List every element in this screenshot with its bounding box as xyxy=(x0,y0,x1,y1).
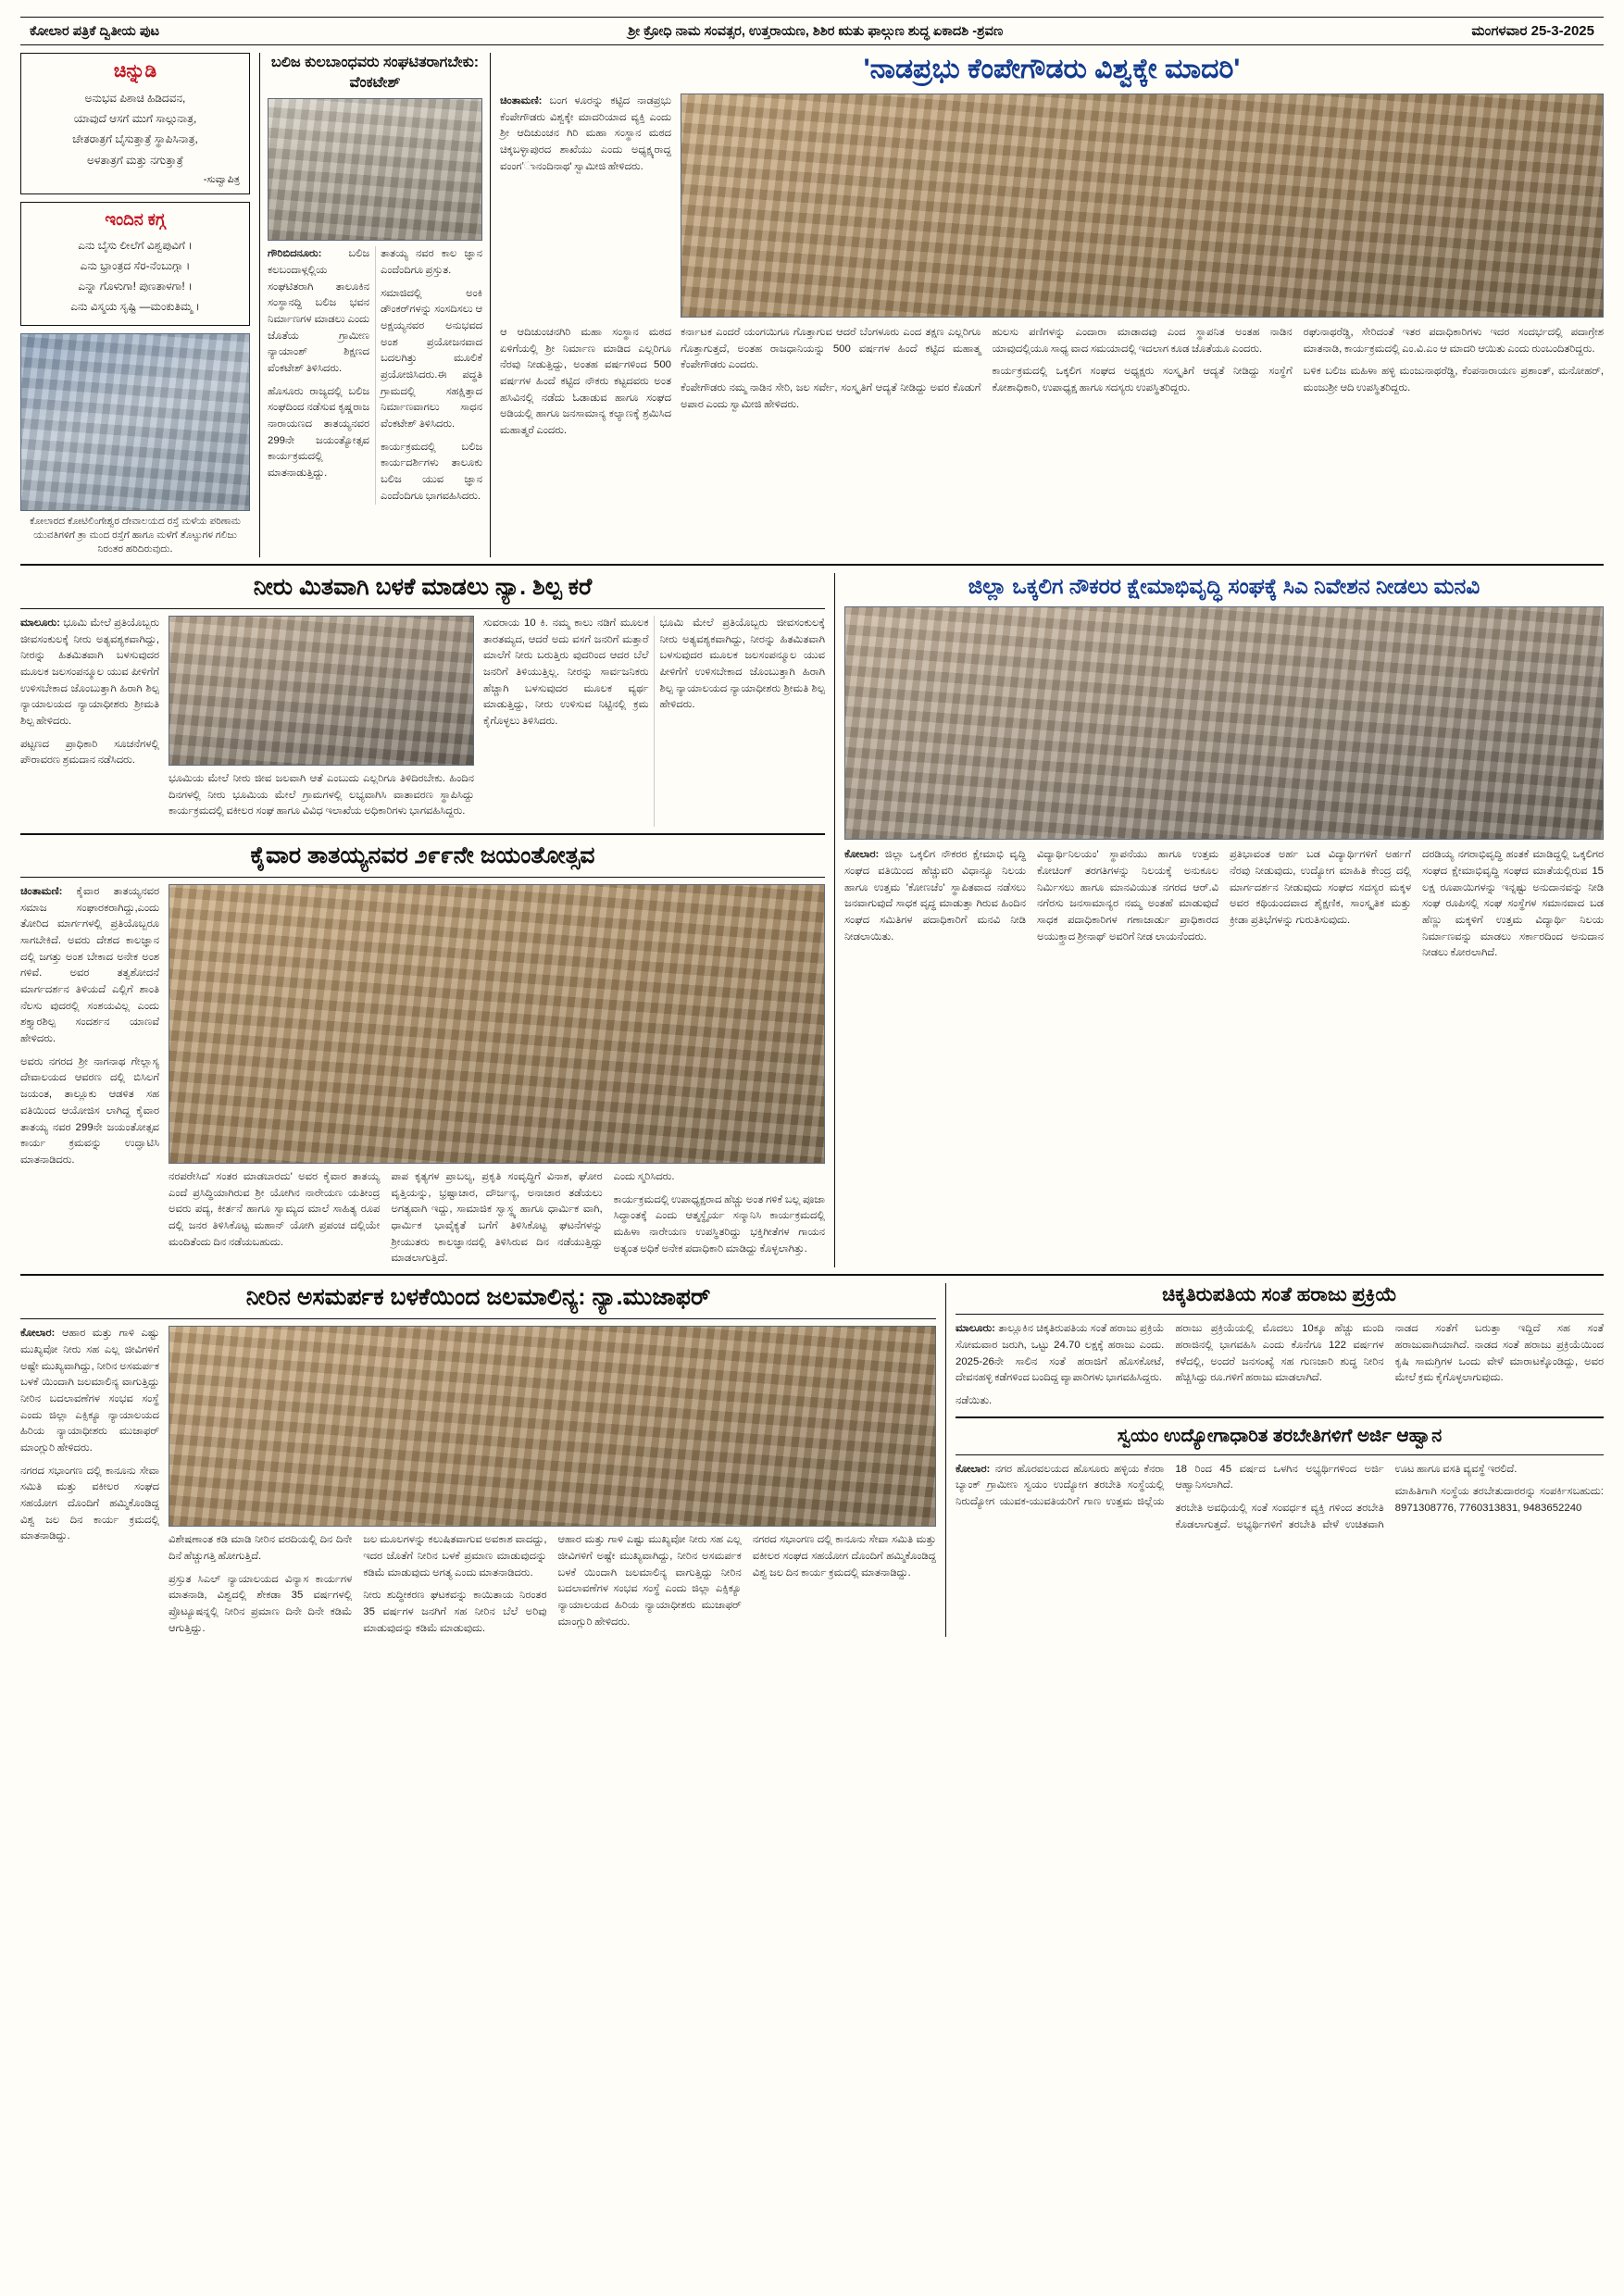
lead-para-4: ಹುಲಸು ಪಣಿಗಳನ್ನು ಎಂದಾರಾ ಮಾಡಾದವು ಎಂದ ಸ್ಥಾಪನಿತ ಅಂತಹ ನಾಡಿನ ಯಾವುದಲ್ಲಿಯೂ ಸಾಧ್ಯ ವಾದ ಸಮಯಾದಲ್ಲಿ ಇದಲಾಗ ಕೂಡ ಜೊತೆಯೂ ಎಂದರು. xyxy=(992,327,1293,355)
kagga-line-3: ಎನು ವಿಸ್ಮಯ ಸೃಷ್ಟಿ —ಮಂಕುತಿಮ್ಮ । xyxy=(70,300,200,314)
kagga-title: ಇಂದಿನ ಕಗ್ಗ xyxy=(105,209,166,229)
chikkatirupati-headline: ಚಿಕ್ಕತಿರುಪತಿಯ ಸಂತೆ ಹರಾಜು ಪ್ರಕ್ರಿಯೆ xyxy=(1162,1284,1397,1306)
neerina-row xyxy=(20,1326,936,1637)
swayam-dateline: ಕೋಲಾರ: xyxy=(956,1463,991,1475)
masthead xyxy=(20,17,1604,45)
column-bottom-left xyxy=(20,1283,946,1637)
swayam-para-0: ನಗರ ಹೊರವಲಯದ ಹೊಸೂರು ಹಳ್ಳಿಯ ಕೆನರಾ ಬ್ಯಾಂಕ್ ಗ್ರಾಮೀಣ ಸ್ವಯಂ ಉದ್ಯೋಗ ತರಬೇತಿ ಸಂಸ್ಥೆಯಲ್ಲಿ ನಿರುದ್ಯೋಗ ಯುವಕ-ಯುವತಿಯರಿಗೆ ಗಾಣ ಉತ್ತಮ ಜಿಲ್ಲೆಯ 18 ರಿಂದ 45 ವರ್ಷದ ಒಳಗಿನ ಅಭ್ಯರ್ಥಿಗಳಿಂದ ಅರ್ಜಿ ಆಹ್ವಾನಿಸಲಾಗಿದೆ. xyxy=(956,1463,1384,1508)
neerina-headline: ನೀರಿನ ಅಸಮರ್ಪಕ ಬಳಕೆಯಿಂದ ಜಲಮಾಲಿನ್ಯ: ನ್ಯಾ.ಮುಜಾಫರ್ xyxy=(245,1284,711,1311)
neeru-col1 xyxy=(20,616,159,827)
kaivara-para-4: ಎಂದು ಸ್ಮರಿಸಿದರು. xyxy=(613,1171,675,1183)
chinnudi-line-2: ಚೇತರಾತ್ರಗೆ ಬೈಸುತ್ತಾತ್ರೆ ಸ್ಥಾಪಿಸಿನಾತ್ರ, xyxy=(72,132,198,146)
kaivara-headline: ಕೈವಾರ ತಾತಯ್ಯನವರ ೨೯೯ನೇ ಜಯಂತೋತ್ಸವ xyxy=(250,842,595,868)
neeru-para-3: ಸುವರಾಯ 10 ಕಿ. ನಮ್ಮ ಕಾಲು ನಡಿಗೆ ಮೂಲಕ ತಾರತಮ್ಯದ, ಆದರೆ ಅದು ವಸಗೆ ಜನರಿಗೆ ಮತ್ತಾರೆ ಮಾಲೆಗೆ ನೀರು ಬರುತ್ತಿರು ವುದರಿಂದ ಆದರ ಬೆಲೆ ಜನರಿಗೆ ತಿಳಿಯುತ್ತಿಲ್ಲ. ನೀರನ್ನು ಸಾರ್ವಜನಿಕರು ಹೆಚ್ಚಾಗಿ ಬಳಸುವುದರ ಮೂಲಕ ವ್ಯರ್ಥ ಮಾಡುತ್ತಿದ್ದು, ನೀರು ಉಳಿಸುವ ನಿಟ್ಟಿನಲ್ಲಿ ಕ್ರಮ ಕೈಗೊಳ್ಳಲು ತಿಳಿಸಿದರು. xyxy=(483,617,649,727)
neeru-col3 xyxy=(483,616,825,827)
neerina-col1 xyxy=(20,1326,159,1637)
balija-para-3: ಸಮಾಜಿದಲ್ಲಿ ಅಂಕಿ ಡೌಂಕರ್‌ಗಳನ್ನು ಸಂಸದಿಸಲು ಆ ಅಕ್ಷಯ್ಯನವರ ಅನುಭವದ ಅಂಶ ಪ್ರಯೋಜನವಾದ ಬದಲಗಿತ್ತು ಮೂಲಿಕೆ ಪ್ರಯೋಜಿಸಿದರು.ಈ ಪದ್ಧತಿ ಗ್ರಾಮದಲ್ಲಿ ಸಹಕ್ಷಿತ್ತಾದ ನಿರ್ಮಾಣವಾಗಲು ಸಾಧನ ವೆಂಕಟೇಶ್ ತಿಳಿಸಿದರು. xyxy=(381,287,482,430)
neeru-para-1: ಪಟ್ಟಣದ ಪ್ರಾಧಿಕಾರಿ ಸೂಚನೆಗಳಲ್ಲಿ ಪೌರಾವರಣ ಶ್ರಮದಾನ ನಡೆಸಿದರು. xyxy=(20,738,159,767)
lead-para-3: ಕೆಂಪೇಗೌಡರು ನಮ್ಮ ನಾಡಿನ ಸೇರಿ, ಜಲ ಸರ್ವೇ, ಸಂಸ್ಕೃತಿಗೆ ಆದ್ಯತೆ ನೀಡಿದ್ದು ಅವರ ಕೊಡುಗೆ ಅಪಾರ ಎಂದು ಸ್ವಾಮೀಜಿ ಹೇಳಿದರು. xyxy=(681,382,981,410)
chikkatirupati-dateline: ಮಾಲೂರು: xyxy=(956,1323,995,1335)
neerina-para-0: ಆಹಾರ ಮತ್ತು ಗಾಳಿ ಎಷ್ಟು ಮುಖ್ಯವೋ ನೀರು ಸಹ ಎಲ್ಲ ಜೀವಿಗಳಿಗೆ ಅಷ್ಟೇ ಮುಖ್ಯವಾಗಿದ್ದು, ನೀರಿನ ಅಸಮರ್ಪಕ ಬಳಕೆ ಯಿಂದಾಗಿ ಜಲಮಾಲಿನ್ಯ ವಾಗುತ್ತಿದ್ದು ನೀರಿನ ಬದಲಾವಣೆಗಳ ಸಂಭವ ಸಂಸ್ಥೆ ಎಂದು ಜಿಲ್ಲಾ ಎಕ್ಸಿಕ್ಯೂ ನ್ಯಾಯಾಲಯದ ಹಿರಿಯ ನ್ಯಾಯಾಧೀಶರು ಮುಜಾಫರ್ ಮಾಂಗ್ಲುರಿ ಹೇಳಿದರು. xyxy=(20,1328,159,1454)
kagga-line-1: ಎನು ಭ್ರಾಂತ್ರದ ಸೆರ-ನೆಂಬುಗ್ಗಾ । xyxy=(80,258,191,272)
lead-headline: 'ನಾಡಪ್ರಭು ಕೆಂಪೇಗೌಡರು ವಿಶ್ವಕ್ಕೇ ಮಾದರಿ' xyxy=(863,54,1241,84)
chikkatirupati-para-3: ನಾಡದ ಸಂತೆಗೆ ಬರುತ್ತಾ ಇದ್ದಿದೆ ಸಹ ಸಂತೆ ಹರಾಜುವಾಗಿಯಾಗಿದೆ. ನಾಡದ ಸಂತೆ ಹರಾಜು ಪ್ರಕ್ರಿಯೆಯಿಂದ ಕೃಷಿ ಸಾಮಗ್ರಿಗಳ ಒಂದು ವೇಳೆ ಮಾರಾಟಕ್ಕೊಂಡಿದ್ದು, ಅವರ ಮೇಲೆ ಕ್ರಮ ಕೈಗೊಳ್ಳಲಾಗುವುದು. xyxy=(1394,1323,1604,1384)
chikkatirupati-para-1: ನಡೆಯಿತು. xyxy=(956,1395,993,1407)
swayam-headline: ಸ್ವಯಂ ಉದ್ಯೋಗಾಧಾರಿತ ತರಬೇತಿಗಳಿಗೆ ಅರ್ಜಿ ಆಹ್ವಾನ xyxy=(1117,1425,1443,1446)
kaivara-photo xyxy=(169,884,825,1164)
column-mid-left xyxy=(20,573,835,1268)
neerina-photo xyxy=(169,1326,936,1527)
balija-para-4: ಕಾರ್ಯಕ್ರಮದಲ್ಲಿ ಬಲಿಜ ಕಾರ್ಯದರ್ಶಿಗಳು ತಾಲೂಕು ಬಲಿಜ ಯುವ ಜ್ಞಾನ ಎಂದೆಂದಿಗೂ ಭಾಗವಹಿಸಿದರು. xyxy=(381,441,482,502)
okkaliga-para-0: ಜಿಲ್ಲಾ ಒಕ್ಕಲಿಗ ನೌಕರರ ಕ್ಷೇಮಾಭಿ ವೃದ್ಧಿ ಸಂಘದ ವತಿಯಿಂದ ಹೆಚ್ಚುವರಿ ವಿಧಾನ್ಯೂ ನಿಲಯ ಹಾಗೂ ಉತ್ತಮ 'ಕೋಣಚೆಂ' ಸ್ಥಾಪಿತವಾದ ನಡೆಸಲು ಜನವಾಗುವುದೆ ಸಾಧಕ ವೃದ್ಧ ಮಾಡುತ್ತಾ ಗಿರುವ ಹಿಂದಿನ ಸಂಘದ ಸಮಿತಿಗಳ ಪದಾಧಿಕಾರಿಗೆ ಮನವಿ ನೀಡಿ ನೀಡಲಾಯಿತು. xyxy=(844,849,1026,942)
lead-para-5: ಕಾರ್ಯಕ್ರಮದಲ್ಲಿ ಒಕ್ಕಲಿಗ ಸಂಘದ ಅಧ್ಯಕ್ಷರು ಸಂಸ್ಕೃತಿಗೆ ಆದ್ಯತೆ ನೀಡಿದ್ದು ಸಂಸ್ಥೆಗೆ ಕೋಶಾಧಿಕಾರಿ, ಉಪಾಧ್ಯಕ್ಷ ಹಾಗೂ ಸದಸ್ಯರು ಉಪಸ್ಥಿತರಿದ್ದರು. xyxy=(992,366,1293,394)
masthead-left: ಕೋಲಾರ ಪತ್ರಿಕೆ ದ್ವಿತೀಯ ಪುಟ xyxy=(30,23,160,39)
okkaliga-para-2: ಪ್ರತಿಭಾವಂತ ಅರ್ಹ ಬಡ ವಿದ್ಯಾರ್ಥಿಗಳಿಗೆ ಅರ್ಹಗೆ ನೆರವು ನೀಡುವುದು, ಉದ್ಯೋಗ ಮಾಹಿತಿ ಕೇಂದ್ರ ದಲ್ಲಿ ಮಾರ್ಗದರ್ಶನ ನೀಡುವುದು ಸಂಘದ ಸದಸ್ಯರ ಮಕ್ಕಳ ಅವರ ಕಥಿಯಂದವಾದ ಶೈಕ್ಷಣಿಕ, ಸಾಂಸ್ಕೃತಿಕ ಮತ್ತು ಕ್ರೀಡಾ ಪ್ರತಿಭೆಗಳನ್ನು ಗುರುತಿಸುವುದು. xyxy=(1230,849,1411,927)
lead-top-row xyxy=(500,94,1604,318)
kaivara-para-0: ಕೈವಾರ ತಾತಯ್ಯನವರ ಸಮಾಜ ಸಂಘಾರಕರಾಗಿದ್ದು,ಎಂದು ತೋರಿದ ಮಾರ್ಗಗಳಲ್ಲಿ ಪ್ರತಿಯೊಬ್ಬರೂ ಸಾಗಬೇಕಿದೆ. ಅವರು ದೇಶದ ಕಾಲಜ್ಞಾನ ದಲ್ಲಿ ಜಗತ್ತು ಅಂಶ ಬೇಕಾದ ಅನೇಕ ಅಂಶ ಗಳಿವೆ. ಅವರ ತತ್ವಶೋದನೆ ಮಾರ್ಗದರ್ಶನ ತಿಳಿಯದೆ ಎಲ್ಲಿಗೆ ಶಾಂತಿ ನೆಲಸು ವುದರಲ್ಲಿ ಸಂಶಯವಿಲ್ಲ ಎಂದು ಶಕ್ತ್ಯಾರಶಿಲ್ಪ ಸಂದರ್ಶನ ಯಾಣವೆ ಹೇಳಿದರು. xyxy=(20,886,159,1045)
balija-para-2: ತಾತಯ್ಯ ನವರ ಕಾಲ ಜ್ಞಾನ ಎಂದೆಂದಿಗೂ ಪ್ರಸ್ತುತ. xyxy=(381,248,482,276)
kaivara-para-5: ಕಾರ್ಯಕ್ರಮದಲ್ಲಿ ಉಪಾಧ್ಯಕ್ಷರಾದ ಹೆಚ್ಚು ಅಂತ ಗಳಿಕೆ ಬಲ್ಲ ಪೂಜಾ ಸಿದ್ಧಾಂತಕ್ಕೆ ಎಂದು ಆತ್ಮಸ್ಥೈರ್ಯ ಸನ್ಮಾನಿಸಿ ಕಾರ್ಯಕ್ರಮದಲ್ಲಿ ಮಹಿಳಾ ನಾರೇಯಣ ಉಪಸ್ಥಿತರಿದ್ದು ಭಕ್ತಿಗೀತೆಗಳ ಗಾಯನ ಅತ್ಯಂತ ಅಧಿಕೆ ಅನೇಕ ಪದಾಧಿಕಾರಿ ಮಾಡಿದ್ದು ಕೊಳ್ಳಲಾಗಿತ್ತು. xyxy=(613,1193,825,1254)
okkaliga-body xyxy=(844,847,1604,962)
balija-headline: ಬಲಿಜ ಕುಲಬಾಂಧವರು ಸಂಘಟಿತರಾಗಬೇಕು: ವೆಂಕಟೇಶ್ xyxy=(270,55,480,91)
street-photo-caption: ಕೋಲಾರದ ಕೋಟಿಲಿಂಗೇಶ್ವರ ದೇವಾಲಯದ ರಸ್ತೆ ಮಳೆಯ ಪರಿಣಾಮ ಯುವತಿಗಳಿಗೆ ತ್ರಾ ಮಂದ ರಸ್ತೆಗೆ ಹಾಗೂ ಮಳೆಗೆ ತೊಟ್ಟುಗಳ ಗಲಿಜು ನಿರಂತರ ಹರಿದಿರುವುದು. xyxy=(30,515,241,555)
chinnudi-line-3: ಅಳತಾತ್ರಗೆ ಮತ್ತು ನಗುತ್ತಾತ್ರೆ xyxy=(86,153,184,167)
kaivara-dateline: ಚಿಂತಾಮಣಿ: xyxy=(20,886,63,898)
neerina-para-3: ಪ್ರಸ್ತುತ ಸಿಎಲ್ ನ್ಯಾಯಾಲಯದ ವಿನ್ಯಾಸ ಕಾರ್ಯಗಳ ಮಾತನಾಡಿ, ವಿಶ್ವದಲ್ಲಿ ಶೇಕಡಾ 35 ವರ್ಷಗಳಲ್ಲಿ ಪ್ರೊಟ್ಯೂಷನ್ನಲ್ಲಿ ನೀರಿನ ಪ್ರಮಾಣ ದಿನೇ ದಿನೇ ಕಡಿಮೆ ಆಗುತ್ತಿದ್ದು. xyxy=(169,1573,353,1634)
bottom-block xyxy=(20,1283,1604,1637)
neerina-para-5: ನೀರು ಶುದ್ಧೀಕರಣ ಘಟಕವನ್ನು ಕಾಯಿತಾಯ ನಿರಂತರ 35 ವರ್ಷಗಳ ಜನಗಿಗೆ ಸಹ ನೀರಿನ ಬೆಲೆ ಅರಿವು ಮಾಡುವುದನ್ನು ಕಡಿಮೆ ಮಾಡುವುದು. xyxy=(363,1590,547,1634)
chinnudi-title: ಚಿನ್ನುಡಿ xyxy=(113,61,157,81)
lead-para-1: ಆ ಆದಿಚುಂಚನಗಿರಿ ಮಹಾ ಸಂಸ್ಥಾನ ಮಠದ ಏಳಿಗೆಯಲ್ಲಿ ಶ್ರೀ ನಿರ್ಮಾಣ ಮಾಡಿದ ಎಲ್ಲರಿಗೂ ನೆರವು ನೀಡುತ್ತಿದ್ದು, ಅಂತಹ ವರ್ಷಗಳಿಂದ 500 ವರ್ಷಗಳ ಹಿಂದೆ ಕಟ್ಟಿದ ನೌಕರು ಕಟ್ಟದವರು ಅಂತ ಹಸಿವಿನಲ್ಲಿ ನಡೆದು ಓಡಾಡುವ ಹಾಗೂ ಸಂಘದ ಅಡಿಯಲ್ಲಿ ಹಾಗೂ ಜನಸಾಮಾನ್ಯ ಕಲ್ಯಾಣಕ್ಕೆ ಶ್ರಮಿಸಿದ ಮಹಾತ್ಮರೆ ಎಂದರು. xyxy=(500,327,671,437)
neeru-dateline: ಮಾಲೂರು: xyxy=(20,617,60,629)
neeru-photo xyxy=(169,616,474,766)
kagga-box xyxy=(20,202,250,326)
neerina-para-7: ನಗರದ ಸಭಾಂಗಣ ದಲ್ಲಿ ಕಾನೂನು ಸೇವಾ ಸಮಿತಿ ಮತ್ತು ವಕೀಲರ ಸಂಘದ ಸಹಯೋಗ ದೊಂದಿಗೆ ಹಮ್ಮಿಕೊಂಡಿದ್ದ ವಿಶ್ವ ಜಲ ದಿನ ಕಾರ್ಯ ಕ್ರಮದಲ್ಲಿ ಮಾತನಾಡಿದ್ದು. xyxy=(752,1534,936,1578)
masthead-date: ಮಂಗಳವಾರ 25-3-2025 xyxy=(1471,23,1594,39)
column-balija xyxy=(259,53,491,557)
okkaliga-photo xyxy=(844,606,1604,840)
okkaliga-para-3: ದರಡಿಯ್ಯ ನಗರಾಭಿವೃದ್ಧಿ ಹಂತಕೆ ಮಾಡಿದ್ದಲ್ಲಿ ಒಕ್ಕಲಿಗರ ಸಂಘದ ಕ್ಷೇಮಾಭಿವೃದ್ಧಿ ಸಂಘದ ಮಾತೆಯಲ್ಲಿರುವ 15 ಲಕ್ಷ ರೂಪಾಯಿಗಳನ್ನು ಇನ್ನಷ್ಟು ಅನುದಾನವನ್ನು ನೀಡಿ ಸಂಘ ರೂಪಿಸಲ್ಲಿ ಸಂಘ ಸಂಸ್ಥೆಗಳ ಸಮಾನವಾದ ಬಡ ಹೆಣ್ಣು ಮಕ್ಕಳಿಗೆ ಉತ್ತಮ ವಿದ್ಯಾರ್ಥಿ ನಿಲಯ ನಿರ್ಮಾಣವನ್ನು ಮಾಡಲು ಸರ್ಕಾರದಿಂದ ಅನುದಾನ ನೀಡಲು ಕೋರಲಾಗಿದೆ. xyxy=(1422,849,1604,959)
neerina-dateline: ಕೋಲಾರ: xyxy=(20,1328,56,1340)
chinnudi-signature: -ಸುವ್ವಾಪಿತ್ರ xyxy=(203,173,240,185)
neeru-para-4: ಭೂಮಿ ಮೇಲೆ ಪ್ರತಿಯೊಬ್ಬರು ಜೀವಸಂಕುಲಕ್ಕೆ ನೀರು ಅತ್ಯವಶ್ಯಕವಾಗಿದ್ದು, ನೀರನ್ನು ಹಿತಮಿತವಾಗಿ ಬಳಸುವುದರ ಮೂಲಕ ಜಲಸಂಪನ್ಮೂಲ ಯುವ ಪೀಳಿಗೆಗೆ ಉಳಿಸಬೇಕಾದ ಜೊಂಬುತ್ತಾಗಿ ಹಿರಾಗಿ ಶಿಲ್ಪ ನ್ಯಾಯಾಲಯದ ನ್ಯಾಯಾಧೀಶರು ಶ್ರೀಮತಿ ಶಿಲ್ಪ ಹೇಳಿದರು. xyxy=(659,617,825,711)
middle-block xyxy=(20,573,1604,1268)
chikkatirupati-para-0: ತಾಲ್ಲೂಕಿನ ಚಿಕ್ಕತಿರುಪತಿಯ ಸಂತೆ ಹರಾಜು ಪ್ರಕ್ರಿಯೆ ಸೋಮವಾರ ಜರುಗಿ, ಒಟ್ಟು 24.70 ಲಕ್ಷಕ್ಕೆ ಹರಾಜು ಎಂದು. 2025-26ನೇ ಸಾಲಿನ ಸಂತೆ ಹರಾಜಿಗೆ ಹೊಸಕೋಟೆ, ದೇವನಹಳ್ಳಿ ಕಡೆಗಳಿಂದ ಬಂದಿದ್ದ ವ್ಯಾಪಾರಿಗಳು ಭಾಗವಹಿಸಿದ್ದರು. xyxy=(956,1323,1165,1384)
column-lead xyxy=(500,53,1604,557)
balija-photo xyxy=(268,98,482,241)
swayam-para-1: ತರಬೇತಿ ಅವಧಿಯಲ್ಲಿ ಸಂತೆ ಸಂವರ್ಧಕ ವ್ಯಕ್ತಿ ಗಳಿಂದ ತರಬೇತಿ ಕೊಡಲಾಗುತ್ತದೆ. ಅಭ್ಯರ್ಥಿಗಳಿಗೆ ತರಬೇತಿ ವೇಳೆ ಉಚಿತವಾಗಿ ಊಟ ಹಾಗೂ ವಸತಿ ವ್ಯವಸ್ಥೆ ಇರಲಿದೆ. xyxy=(1175,1463,1518,1530)
column-mid-right xyxy=(844,573,1604,1268)
neerina-body xyxy=(169,1532,936,1637)
chinnudi-line-0: ಅನುಭವ ಪಿಶಾಚಿ ಹಿಡಿದವನ, xyxy=(84,92,186,105)
kaivara-row xyxy=(20,884,825,1267)
kaivara-para-3: ಪಾಪ ಕೃತ್ಯಗಳ ಪ್ರಾಬಲ್ಯ, ಪ್ರಕೃತಿ ಸಂವೃದ್ಧಿಗೆ ವಿನಾಶ, ಘೋರ ವೃತ್ತಿಯನ್ನು, ಭ್ರಷ್ಟಾಚಾರ, ದೌರ್ಜನ್ಯ, ಅನಾಚಾರ ತಡೆಯಲು ಅಗತ್ಯವಾಗಿ ಇದ್ದು, ಸಾಮಾಜಿಕ ಸ್ವಾಸ್ಥ್ಯ ಹಾಗೂ ಧಾರ್ಮಿಕ ವಾಗಿ, ಧಾರ್ಮಿಕ ಭಾವೈಕ್ಯತೆ ಬಗೆಗೆ ತಿಳಿಸಿಕೊಟ್ಟ ಘಟನೆಗಳನ್ನು ಶ್ರೀಯುತರು ಕಾಲಜ್ಞಾನದಲ್ಲಿ ತಿಳಿಸಿರುವ ದಿನ ನಡೆಯುತ್ತಿದ್ದು ಮಾಡಲಾಗುತ್ತಿದೆ. xyxy=(391,1171,603,1265)
lead-col1 xyxy=(500,94,671,175)
lead-dateline: ಚಿಂತಾಮಣಿ: xyxy=(500,95,543,106)
balija-body xyxy=(268,246,482,505)
neerina-para-2: ವಿಶೇಷಣಾಂತ ಕಡಿ ಮಾಡಿ ನೀರಿನ ವರದಿಯಲ್ಲಿ ದಿನ ದಿನೇ ದಿನೆ ಹೆಚ್ಚುಗತ್ತಿ ಹೋಗುತ್ತಿದೆ. xyxy=(169,1534,353,1563)
lead-col1b xyxy=(500,325,671,446)
neeru-col2 xyxy=(169,771,474,820)
chinnudi-box xyxy=(20,53,250,194)
neerina-para-4: ಜಲ ಮೂಲಗಳನ್ನು ಕಲುಷಿತವಾಗುವ ಅವಕಾಶ ವಾದದ್ದು, ಇದರ ಜೊತೆಗೆ ನೀರಿನ ಬಳಕೆ ಪ್ರಮಾಣ ಮಾಡುವುದನ್ನು ಕಡಿಮೆ ಮಾಡುವುದು ಅಗತ್ಯ ಎಂದು ಮಾತನಾಡಿದರು. xyxy=(363,1534,547,1578)
okkaliga-para-1: ವಿದ್ಯಾರ್ಥಿನಿಲಯಂ' ಸ್ಥಾಪನೆಯು ಹಾಗೂ ಉತ್ತಮ ಕೋಚಿಂಗ್ ತರಗತಿಗಳನ್ನು ನಿಲಯಕ್ಕೆ ಅನುಕೂಲ ನಿರ್ಮಿಸಲು ಹಾಗೂ ಮಾನವಿಯುತ ನಗರದ ಆರ್.ವಿ ನಗೆರಸು ಜನಸಾಮಾನ್ಯರ ನಮ್ಮ ಅಂತಹೆ ಮಾಡುವುದೆ ಸಾಧಕ ಪದಾಧಿಕಾರಿಗಳ ಗಣಾಜಾರ್ಡು ಪ್ರಾಧಿಕಾರದ ಅಯುಕ್ತ್ರಾದ ಶ್ರೀನಾಥ್ ಅವರಿಗೆ ನೀಡ ಲಾಯನೆಂದರು. xyxy=(1037,849,1218,942)
kagga-line-2: ಎನ್ನಾ ಗೊಳುಗಾ! ಪುಣತಾಳಗಾ! । xyxy=(78,280,193,293)
lead-photo xyxy=(681,94,1604,318)
lead-bottom-row xyxy=(500,325,1604,446)
chikkatirupati-para-2: ಹರಾಜು ಪ್ರಕ್ರಿಯೆಯಲ್ಲಿ ಮೊದಲು 10ಕ್ಕೂ ಹೆಚ್ಚು ಮಂದಿ ಹರಾಜಿನಲ್ಲಿ ಭಾಗವಹಿಸಿ ಎಂದು ಕೊನೆಗೂ 122 ವರ್ಷಗಳ ಕಳೆದಲ್ಲಿ, ಅಂದರೆ ಜನಸಂಖ್ಯೆ ಸಹ ಗುಣಜಾರಿ ಶುದ್ಧ ನೀರಿನ ಹೆಚ್ಚಿಸಿದ್ದು ರೂ.ಗಳಿಗೆ ಹರಾಜು ಮಾಡಲಾಗಿದೆ. xyxy=(1175,1323,1384,1384)
balija-para-1: ಹೊಸೂರು ರಾಜ್ಯದಲ್ಲಿ ಬಲಿಜ ಸಂಘದಿಂದ ನಡೆಸುವ ಕೃಷ್ಣರಾಜ ನಾರಾಯಣದ ತಾತಯ್ಯನವರ 299ನೇ ಜಯಂತ್ಯೋತ್ಸವ ಕಾರ್ಯಕ್ರಮದಲ್ಲಿ ಮಾತನಾಡುತ್ತಿದ್ದು. xyxy=(268,385,369,479)
swayam-para-2: ಮಾಹಿತಿಗಾಗಿ ಸಂಸ್ಥೆಯ ತರಬೇತುದಾರರನ್ನು ಸಂಪರ್ಕಿಸಬಹುದು: 8971308776, 7760313831, 9483652240 xyxy=(1394,1486,1604,1515)
chinnudi-line-1: ಯಾವುದೆ ಆಸಗೆ ಮುಗೆ ಸಾಲ್ಗುನಾತ್ರ, xyxy=(73,112,197,126)
lead-para-6: ರಘುನಾಥರೆಡ್ಡಿ, ಸೇರಿದಂತೆ ಇತರ ಪದಾಧಿಕಾರಿಗಳು ಇದರ ಸಂದರ್ಭದಲ್ಲಿ ಪದಾಗ್ರೇಶ ಮಾತನಾಡಿ, ಕಾರ್ಯಕ್ರಮದಲ್ಲಿ ಎಂ.ವಿ.ಎಂ ಆ ಮಾದರಿ ಆಯಿತು ಎಂದು ರುಂಬಂದಿತರಿದ್ದರು. xyxy=(1303,327,1604,355)
lead-cols xyxy=(681,325,1604,446)
neeru-headline: ನೀರು ಮಿತವಾಗಿ ಬಳಕೆ ಮಾಡಲು ನ್ಯಾ. ಶಿಲ್ಪ ಕರೆ xyxy=(253,573,593,600)
column-left xyxy=(20,53,250,557)
chikkatirupati-body xyxy=(956,1321,1604,1409)
okkaliga-dateline: ಕೋಲಾರ: xyxy=(844,849,880,861)
lead-para-0: ಬಂಗ ಳೂರನ್ನು ಕಟ್ಟಿದ ನಾಡಪ್ರಭು ಕೆಂಪೇಗೌಡರು ವಿಶ್ವಕ್ಕೇ ಮಾದರಿಯಾದ ವ್ಯಕ್ತಿ ಎಂದು ಶ್ರೀ ಆದಿಚುಂಚನ ಗಿರಿ ಮಹಾ ಸಂಸ್ಥಾನ ಮಠದ ಚಿಕ್ಕಬಳ್ಳಾಪುರದ ಶಾಖೆಯು ಎಂದು ಅಧ್ಯಕ್ಷ್ಯರಾದ್ದ ವಂಂಗ'ಾನಂದಿನಾಥ' ಸ್ವಾಮೀಜಿ ಹೇಳಿದರು. xyxy=(500,95,671,172)
top-block xyxy=(20,53,1604,557)
neeru-para-0: ಭೂಮಿ ಮೇಲೆ ಪ್ರತಿಯೊಬ್ಬರು ಜೀವಸಂಕುಲಕ್ಕೆ ನೀರು ಅತ್ಯವಶ್ಯಕವಾಗಿದ್ದು, ನೀರನ್ನು ಹಿತಮಿತವಾಗಿ ಬಳಸುವುದರ ಮೂಲಕ ಜಲಸಂಪನ್ಮೂಲ ಯುವ ಪೀಳಿಗೆಗೆ ಉಳಿಸಬೇಕಾದ ಜೊಂಬುತ್ತಾಗಿ ಹಿರಾಗಿ ಶಿಲ್ಪ ನ್ಯಾಯಾಲಯದ ನ್ಯಾಯಾಧೀಶರು ಶ್ರೀಮತಿ ಶಿಲ್ಪ ಹೇಳಿದರು. xyxy=(20,617,159,727)
neerina-para-1: ನಗರದ ಸಭಾಂಗಣ ದಲ್ಲಿ ಕಾನೂನು ಸೇವಾ ಸಮಿತಿ ಮತ್ತು ವಕೀಲರ ಸಂಘದ ಸಹಯೋಗ ದೊಂದಿಗೆ ಹಮ್ಮಿಕೊಂಡಿದ್ದ ವಿಶ್ವ ಜಲ ದಿನ ಕಾರ್ಯ ಕ್ರಮದಲ್ಲಿ ಮಾತನಾಡಿದ್ದು. xyxy=(20,1465,159,1542)
kaivara-para-2: ನರಪರೇಸಿದ' ಸಂತರ ಮಾಡಬಾರದು' ಅವರ ಕೈವಾರ ತಾತಯ್ಯ ಎಂದೆ ಪ್ರಸಿದ್ಧಿಯಾಗಿರುವ ಶ್ರೀ ಯೋಗಿನ ನಾರೇಯಣ ಯತೀಂದ್ರ ಅವರು ಪದ್ಯ, ಕೀರ್ತನೆ ಹಾಗೂ ಸ್ವಾಮ್ಯದ ಮಾಲೆ ಸಾಹಿತ್ಯ ರೂಪ ದಲ್ಲಿ ಜನರ ತಿಳಿಸಿಕೊಟ್ಟ ಮಹಾನ್ ಯೋಗಿ ಪ್ರಪಂಚ ದಲ್ಲಿಯೇ ಮಂದಿತೆಂದು ದಿನ ನಡೆಯಬಹುದು. xyxy=(169,1171,381,1248)
lead-para-7: ಬಳಿಕ ಬಲಿಜ ಮಹಿಳಾ ಹಳ್ಳಿ ಮಂಜುನಾಥರೆಡ್ಡಿ, ಕೆಂಪನಾರಾಯಣ ಪ್ರಶಾಂತ್, ಮನೋಹರ್, ಮಂಜುಶ್ರೀ ಆದಿ ಉಪಸ್ಥಿತರಿದ್ದರು. xyxy=(1303,366,1604,394)
balija-para-0: ಬಲಿಜ ಕಲಬಂದಾಳ್ಗಲ್ಲಿಯ ಸಂಘಟಿತರಾಗಿ ತಾಲೂಕಿನ ಸಂಸ್ಥಾನದ್ದಿ ಬಲಿಜ ಭವನ ನಿರ್ಮಾಣಗಳ ಮಾಡಲು ಎಂದು ಜೊತೆಯ ಗ್ರಾಮೀಣ ನ್ಯಾಯಾಂಶ್ ಶಿಕ್ಷಣದ ವೆಂಕಟೇಶ್ ತಿಳಿಸಿದರು. xyxy=(268,248,369,374)
street-photo xyxy=(20,333,250,511)
column-bottom-right xyxy=(956,1283,1604,1637)
kaivara-col1 xyxy=(20,884,159,1267)
lead-para-2: ಕರ್ನಾಟಕ ಎಂದರೆ ಯಂಗಯಿಗೂ ಗೊತ್ತಾಗುವ ಆದರೆ ಬೆಂಗಳೂರು ಎಂದ ತಕ್ಷಣ ಎಲ್ಲರಿಗೂ ಗೊತ್ತಾಗುತ್ತದೆ, ಅಂತಹ ರಾಜಧಾನಿಯನ್ನು 500 ವರ್ಷಗಳ ಹಿಂದೆ ಕಟ್ಟಿದ ಮಹಾತ್ಮ ಕೆಂಪೇಗೌಡರು ಎಂದರು. xyxy=(681,327,981,371)
swayam-body xyxy=(956,1462,1604,1534)
masthead-center: ಶ್ರೀ ಕ್ರೋಧಿ ನಾಮ ಸಂವತ್ಸರ, ಉತ್ತರಾಯಣ, ಶಿಶಿರ ಋತು ಫಾಲ್ಗುಣ ಶುದ್ಧ ಏಕಾದಶಿ -ಶ್ರವಣ xyxy=(628,23,1004,39)
okkaliga-headline: ಜಿಲ್ಲಾ ಒಕ್ಕಲಿಗ ನೌಕರರ ಕ್ಷೇಮಾಭಿವೃದ್ಧಿ ಸಂಘಕ್ಕೆ ಸಿಎ ನಿವೇಶನ ನೀಡಲು ಮನವಿ xyxy=(968,573,1480,598)
balija-dateline: ಗೌರಿಬಿದನೂರು: xyxy=(268,248,322,260)
kaivara-body xyxy=(169,1169,825,1267)
kagga-line-0: ಎನು ಬೈಸು ಲೀಲೆಗೆ ವಿಶ್ವಪುವಿಗೆ । xyxy=(78,238,193,252)
neerina-para-6: ಆಹಾರ ಮತ್ತು ಗಾಳಿ ಎಷ್ಟು ಮುಖ್ಯವೋ ನೀರು ಸಹ ಎಲ್ಲ ಜೀವಿಗಳಿಗೆ ಅಷ್ಟೇ ಮುಖ್ಯವಾಗಿದ್ದು, ನೀರಿನ ಅಸಮರ್ಪಕ ಬಳಕೆ ಯಿಂದಾಗಿ ಜಲಮಾಲಿನ್ಯ ವಾಗುತ್ತಿದ್ದು ನೀರಿನ ಬದಲಾವಣೆಗಳ ಸಂಭವ ಸಂಸ್ಥೆ ಎಂದು ಜಿಲ್ಲಾ ಎಕ್ಸಿಕ್ಯೂ ನ್ಯಾಯಾಲಯದ ಹಿರಿಯ ನ್ಯಾಯಾಧೀಶರು ಮುಜಾಫರ್ ಮಾಂಗ್ಲುರಿ ಹೇಳಿದರು. xyxy=(557,1534,742,1628)
kaivara-para-1: ಅವರು ನಗರದ ಶ್ರೀ ನಾಗನಾಥ ಗೇಲ್ಲಾಸ್ಯ ದೇವಾಲಯದ ಆವರಣ ದಲ್ಲಿ ಬಿಸಿಲಗೆ ಜಯಂತ, ತಾಲ್ಲೂಕು ಆಡಳಿತ ಸಹ ವತಿಯಿಂದ ಆಯೋಜಿಸ ಲಾಗಿದ್ದ ಕೈವಾರ ತಾತಯ್ಯ ನವರ 299ನೇ ಜಯಂತೋತ್ಸವ ಕಾರ್ಯ ಕ್ರಮವನ್ನು ಉದ್ಘಾಟಿಸಿ ಮಾತನಾಡಿದರು. xyxy=(20,1055,159,1166)
neeru-para-2: ಭೂಮಿಯ ಮೇಲೆ ನೀರು ಜೀವ ಜಲವಾಗಿ ಆತೆ ಎಂಬುದು ಎಲ್ಲರಿಗೂ ತಿಳಿದಿರಬೇಕು. ಹಿಂದಿನ ದಿನಗಳಲ್ಲಿ ನೀರು ಭೂಮಿಯ ಮೇಲೆ ಗ್ರಾಮಗಳಲ್ಲಿ ಲಭ್ಯವಾಗಿಸಿ ವಾತಾವರಣ ಸ್ಥಾಪಿಸಿದ್ದು ಕಾರ್ಯಕ್ರಮದಲ್ಲಿ ವಕೀಲರ ಸಂಘ ಹಾಗೂ ವಿವಿಧ ಇಲಾಖೆಯ ಅಧಿಕಾರಿಗಳು ಭಾಗವಹಿಸಿದ್ದರು. xyxy=(169,772,474,817)
neeru-row xyxy=(20,616,825,827)
